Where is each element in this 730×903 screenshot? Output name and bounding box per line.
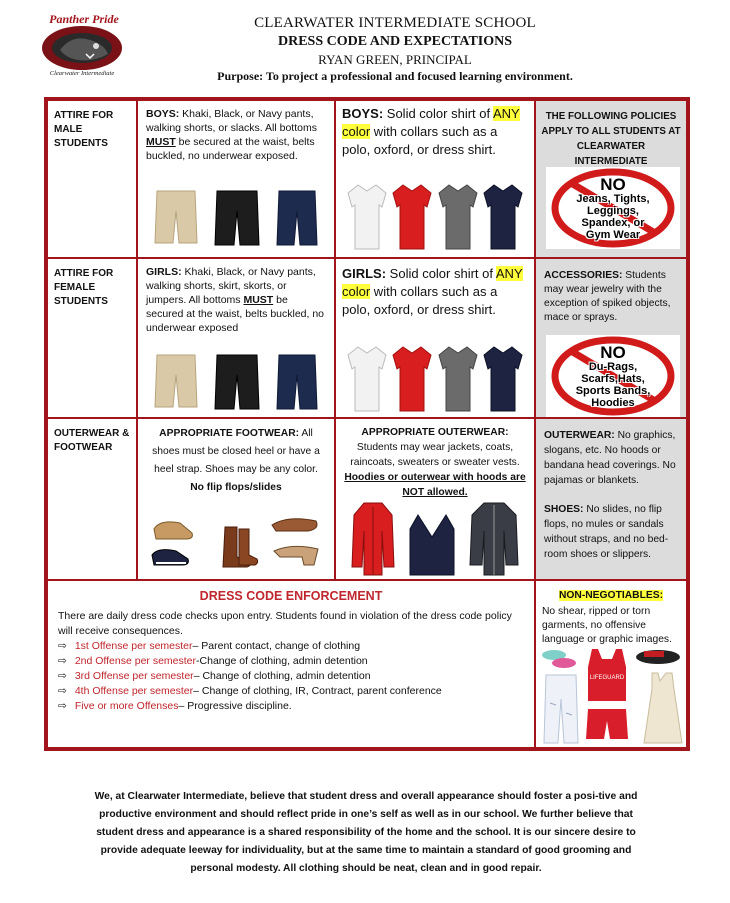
offense-label: 4th Offense per semester <box>74 685 194 697</box>
offense-item <box>58 654 524 669</box>
purpose-statement: Purpose: To project a professional and focused learning environment. <box>217 69 573 83</box>
male-bottoms-b: be secured at the waist, belts buckled, no underwear exposed. <box>146 136 315 162</box>
shoes-image <box>150 511 210 571</box>
outerwear-label: OUTERWEAR & FOOTWEAR <box>54 428 130 453</box>
jeans-image <box>544 675 578 743</box>
female-shirt-cell <box>334 257 536 419</box>
sign1-line: Jeans, Tights, <box>576 192 650 205</box>
male-bottoms-a: Khaki, Black, or Navy pants, walking shorts, or slacks. All bottoms <box>146 108 317 134</box>
accessories-cell <box>534 257 688 419</box>
arrow-icon: ⇨ <box>58 670 67 682</box>
arrow-icon: ⇨ <box>58 685 67 697</box>
enforcement-cell <box>46 579 536 749</box>
policies-heading: THE FOLLOWING POLICIES APPLY TO ALL STUDENTS AT CLEARWATER INTERMEDIATE <box>541 111 681 167</box>
red-polo-image <box>391 343 433 413</box>
principal-name: RYAN GREEN, PRINCIPAL <box>318 52 472 67</box>
sign2-line: Du-Rags, <box>588 360 638 373</box>
female-label: ATTIRE FOR FEMALE STUDENTS <box>54 268 114 307</box>
jacket-image <box>468 501 520 577</box>
offense-text: – Change of clothing, IR, Contract, parent conference <box>193 685 442 697</box>
logo-text: Panther Pride <box>49 12 119 26</box>
footwear-images <box>146 511 326 571</box>
female-shirt-hl2: color <box>342 284 371 299</box>
female-bottoms-cell <box>136 257 336 419</box>
offense-text: – Change of clothing, admin detention <box>193 670 371 682</box>
male-bottoms-images <box>146 187 326 247</box>
male-shirt-lead: BOYS: <box>342 106 384 121</box>
sign1-line: Gym Wear <box>585 228 641 241</box>
female-bottoms-a: Khaki, Black, or Navy pants, walking shorts, skirt, skorts, or jumpers. All bottoms <box>146 266 316 306</box>
enforcement-title: DRESS CODE ENFORCEMENT <box>199 589 383 603</box>
male-shirt-text <box>336 101 534 163</box>
outerwear-policy-lead: OUTERWEAR: <box>544 430 615 441</box>
footwear-lead: APPROPRIATE FOOTWEAR: <box>159 428 300 439</box>
lifeguard-tank-text: LIFEGUARD <box>589 675 625 681</box>
policies-cell <box>534 99 688 259</box>
flats-image <box>268 511 322 571</box>
sign2-no: NO <box>600 342 626 362</box>
female-bottoms-lead: GIRLS: <box>146 266 182 278</box>
belief-statement: We, at Clearwater Intermediate, believe that student dress and overall appearance should foster a posi-tive and productive environment and should reflect pride in one’s self as well as in our school. We further believe that student dress and appearance is a shared responsibility of the home and the school. It is our sincere desire to provide adequate leeway for individuality, but at the same time to maintain a standard of good grooming and personal modesty. All clothing should be neat, clean and in good repair. <box>94 791 638 874</box>
male-bottoms-cell <box>136 99 336 259</box>
female-shirt-a: Solid color shirt of <box>386 266 496 281</box>
outerwear-policy-body: No graphics, slogans, etc. No hoods or bandana head coverings. No pajamas or blankets. <box>544 430 676 486</box>
offense-item <box>58 669 524 684</box>
female-label-cell <box>46 257 138 419</box>
footwear-b: No flip flops/slides <box>190 482 282 493</box>
boots-image <box>219 511 259 571</box>
school-name: CLEARWATER INTERMEDIATE SCHOOL <box>254 15 536 31</box>
slide-sandal-image <box>636 650 680 664</box>
offense-text: – Parent contact, change of clothing <box>192 640 361 652</box>
gray-polo-image <box>437 343 479 413</box>
male-shirt-b: with collars such as a polo, oxford, or dress shirt. <box>342 124 498 157</box>
navy-shorts-image <box>275 351 319 411</box>
shoes-policy-body: No slides, no flip flops, no mules or sandals without straps, and no bed-room shoes or slippers. <box>544 504 669 560</box>
flip-flops-image <box>542 650 576 668</box>
khaki-shorts-image <box>153 351 199 411</box>
no-jeans-sign <box>546 167 680 249</box>
navy-polo-image <box>482 181 524 251</box>
female-bottoms-images <box>146 351 326 411</box>
male-label-cell <box>46 99 138 259</box>
gray-polo-image <box>437 181 479 251</box>
red-shorts-image <box>586 709 628 739</box>
outerwear-images <box>344 501 526 577</box>
offense-item <box>58 684 524 699</box>
sign1-line: Spandex, or <box>581 216 645 229</box>
outerwear-cell <box>334 417 536 581</box>
document-header <box>150 14 640 85</box>
enforcement-body <box>48 603 534 714</box>
offense-label: 2nd Offense per semester <box>74 655 197 667</box>
offense-label: 1st Offense per semester <box>74 640 193 652</box>
navy-shorts-image <box>275 187 319 247</box>
arrow-icon: ⇨ <box>58 700 67 712</box>
female-shirt-hl1: ANY <box>495 266 523 281</box>
dress-code-grid <box>44 97 690 751</box>
female-shirt-text <box>336 259 534 323</box>
arrow-icon: ⇨ <box>58 640 67 652</box>
female-shirt-lead: GIRLS: <box>342 266 387 281</box>
lifeguard-tank-image <box>588 649 626 701</box>
no-jeans-text <box>576 176 649 241</box>
offense-text: -Change of clothing, admin detention <box>196 655 368 667</box>
black-shorts-image <box>213 351 261 411</box>
black-shorts-image <box>213 187 261 247</box>
arrow-icon: ⇨ <box>58 655 67 667</box>
male-shirt-hl1: ANY <box>493 106 520 121</box>
outerwear-lead: APPROPRIATE OUTERWEAR: <box>361 427 509 438</box>
outerwear-a: Students may wear jackets, coats, raincoats, sweaters or sweater vests. <box>350 442 520 468</box>
offense-label: Five or more Offenses <box>74 700 179 712</box>
non-negotiables-images <box>540 643 684 747</box>
document-title: DRESS CODE AND EXPECTATIONS <box>277 34 513 49</box>
female-bottoms-b: be secured at the waist, belts buckled, no underwear exposed <box>146 294 325 334</box>
outerwear-text <box>336 419 534 500</box>
navy-polo-image <box>482 343 524 413</box>
no-hats-sign <box>546 335 680 417</box>
male-label: ATTIRE FOR MALE STUDENTS <box>54 110 114 149</box>
sign2-line: Scarfs,Hats, <box>581 372 645 385</box>
white-polo-image <box>346 343 388 413</box>
male-shirt-a: Solid color shirt of <box>383 106 493 121</box>
sign1-line: Leggings, <box>587 204 639 217</box>
shoes-policy-text <box>536 488 686 562</box>
accessories-body: Students may wear jewelry with the exception of spiked objects, mace or sprays. <box>544 270 671 323</box>
non-negotiables-title-wrap <box>536 585 686 603</box>
outerwear-policy-text <box>536 419 686 488</box>
female-bottoms-text <box>138 259 334 341</box>
female-shirt-b: with collars such as a polo, oxford, or dress shirt. <box>342 284 498 317</box>
khaki-shorts-image <box>153 187 199 247</box>
female-shirt-images <box>344 343 526 413</box>
male-bottoms-text <box>138 101 334 169</box>
accessories-lead: ACCESSORIES: <box>544 270 623 281</box>
footwear-cell <box>136 417 336 581</box>
non-negotiables-cell <box>534 579 688 749</box>
enforcement-intro: There are daily dress code checks upon entry. Students found in violation of the dress code policy will receive consequences. <box>58 610 512 637</box>
sweater-vest-image <box>408 511 456 577</box>
red-polo-image <box>391 181 433 251</box>
sign1-no: NO <box>600 174 626 194</box>
male-shirt-hl2: color <box>342 124 371 139</box>
logo-subtext: Clearwater Intermediate <box>49 70 115 77</box>
non-negotiables-text: No shear, ripped or torn garments, no offensive language or graphic images. <box>542 606 672 645</box>
offense-item <box>58 699 524 714</box>
non-negotiables-title: NON-NEGOTIABLES: <box>558 590 664 601</box>
accessories-text <box>536 259 686 325</box>
sign2-line: Hoodies <box>591 396 635 409</box>
offense-item <box>58 639 524 654</box>
white-polo-image <box>346 181 388 251</box>
male-shirt-cell <box>334 99 536 259</box>
no-hats-text <box>576 344 651 409</box>
sign2-line: Sports Bands, <box>575 384 651 397</box>
school-logo <box>38 10 126 80</box>
male-bottoms-must: MUST <box>146 136 176 148</box>
offense-label: 3rd Offense per semester <box>74 670 194 682</box>
lace-dress-image <box>644 673 682 743</box>
female-bottoms-must: MUST <box>243 294 274 306</box>
offense-text: – Progressive discipline. <box>178 700 292 712</box>
outerwear-label-cell <box>46 417 138 581</box>
footwear-text <box>138 419 334 497</box>
male-shirt-images <box>344 181 526 251</box>
male-bottoms-lead: BOYS: <box>146 108 180 120</box>
outerwear-b: Hoodies or outerwear with hoods are NOT allowed. <box>344 472 526 498</box>
shoes-policy-lead: SHOES: <box>544 504 584 515</box>
red-raincoat-image <box>350 501 396 577</box>
outerwear-shoes-policy-cell <box>534 417 688 581</box>
footwear-a: All shoes must be closed heel or have a heel strap. Shoes may be any color. <box>152 428 320 475</box>
